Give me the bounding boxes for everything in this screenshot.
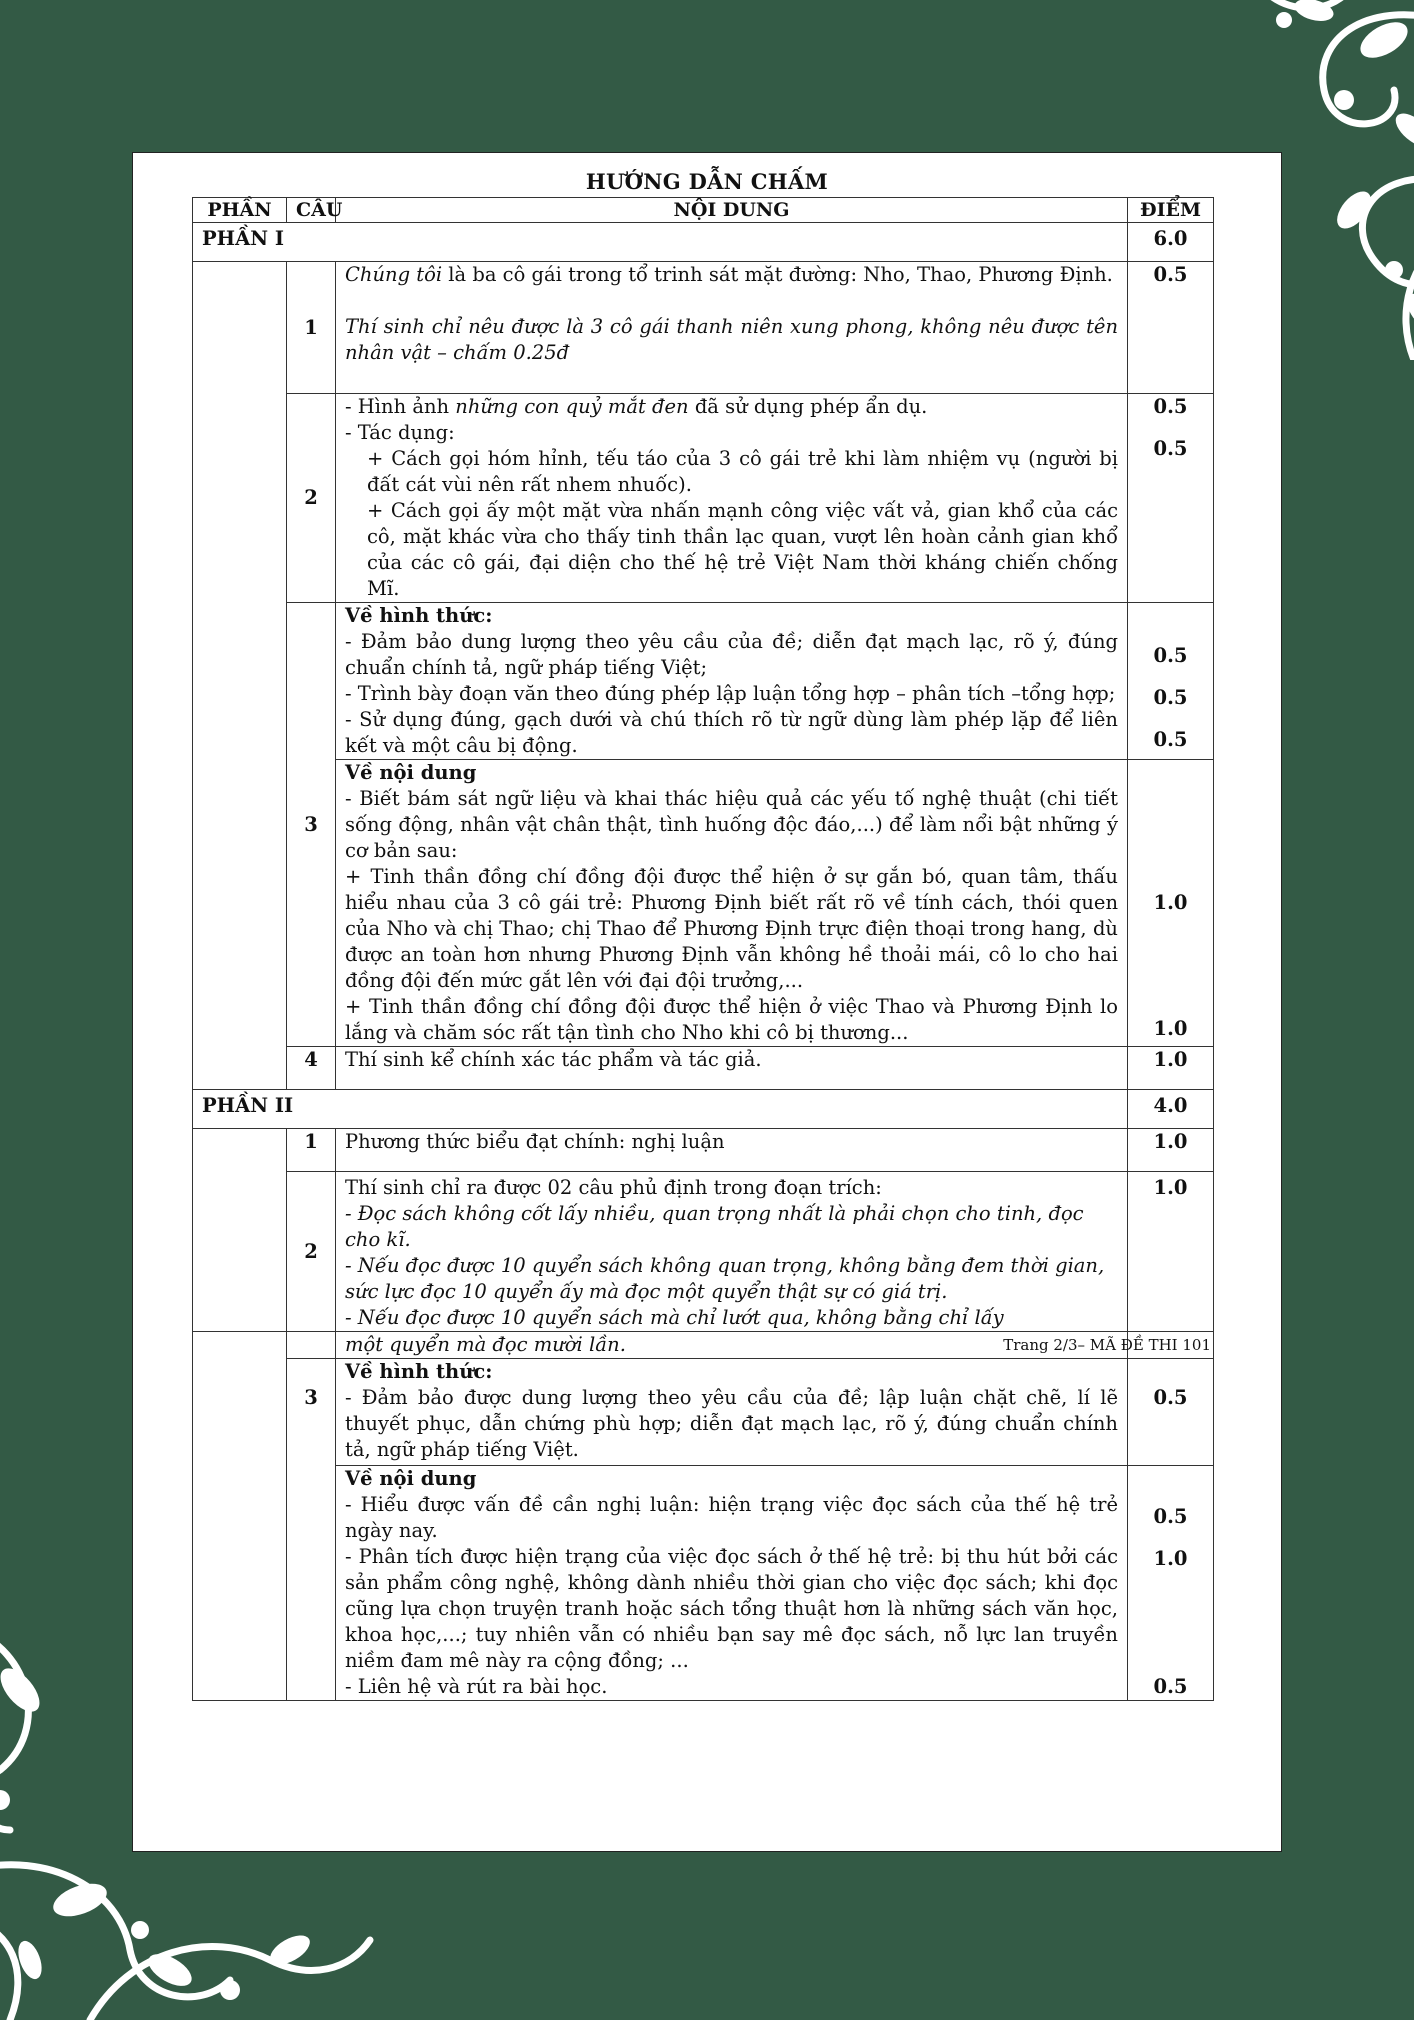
answer-subhead: Về hình thức: xyxy=(345,604,493,627)
score-value: 1.0 xyxy=(1153,1017,1188,1040)
answer-text: những con quỷ mắt đen xyxy=(455,395,689,418)
section-label-part2: PHẦN II xyxy=(193,1090,1128,1129)
question-content xyxy=(336,603,1128,760)
header-phan: PHẦN xyxy=(193,198,287,223)
score-value: 1.0 xyxy=(1153,891,1188,914)
header-diem: ĐIỂM xyxy=(1128,198,1214,223)
question-content xyxy=(336,1172,1128,1332)
answer-text: + Cách gọi ấy một mặt vừa nhấn mạnh công việc vất vả, gian khổ của các cô, mặt khác vừa cho thấy tinh thần lạc quan, vượt lên hoàn cảnh gian khổ của các cô gái, đại diện cho thế hệ trẻ Việt Nam thời kháng chiến chống Mĩ. xyxy=(367,499,1118,600)
answer-text: là ba cô gái trong tổ trinh sát mặt đường: Nho, Thao, Phương Định. xyxy=(442,263,1113,286)
question-number: 4 xyxy=(287,1047,336,1090)
score-value: 0.5 xyxy=(1153,1386,1188,1409)
question-content xyxy=(336,1332,1211,1359)
score-value: 1.0 xyxy=(1153,1547,1188,1570)
table-row xyxy=(193,1172,1214,1332)
answer-text: - Đảm bảo dung lượng theo yêu cầu của đề; diễn đạt mạch lạc, rõ ý, đúng chuẩn chính tả, ngữ pháp tiếng Việt; xyxy=(345,630,1118,679)
answer-text: - Sử dụng đúng, gạch dưới và chú thích rõ từ ngữ dùng làm phép lặp để liên kết và một câu bị động. xyxy=(345,708,1118,757)
answer-text: - Nếu đọc được 10 quyển sách mà chỉ lướt qua, không bằng chỉ lấy xyxy=(345,1306,1004,1329)
answer-text: đã sử dụng phép ẩn dụ. xyxy=(688,395,928,418)
score-cell: 1.0 xyxy=(1128,1172,1214,1332)
phan-cell-blank xyxy=(193,262,287,1090)
answer-subhead: Về nội dung xyxy=(345,761,477,784)
table-row xyxy=(193,1129,1214,1172)
header-noidung: NỘI DUNG xyxy=(336,198,1128,223)
answer-text: Thí sinh chỉ nêu được là 3 cô gái thanh niên xung phong, không nêu được tên nhân vật – chấm 0.25đ xyxy=(345,315,1118,364)
score-value: 0.5 xyxy=(1153,644,1188,667)
question-number: 1 xyxy=(287,262,336,394)
table-row xyxy=(193,262,1214,394)
answer-text: + Tinh thần đồng chí đồng đội được thể hiện ở sự gắn bó, quan tâm, thấu hiểu nhau của 3 cô gái trẻ: Phương Định biết rất rõ về tính cách, thói quen của Nho và chị Thao; chị Thao để Phương Định trực điện thoại trong hang, dù được an toàn hơn nhưng Phương Định vẫn không hề thoải mái, cô lo cho hai đồng đội đến mức gắt lên với đại đội trưởng,... xyxy=(345,865,1118,992)
section-score-part1: 6.0 xyxy=(1128,223,1214,262)
question-content: Phương thức biểu đạt chính: nghị luận xyxy=(336,1129,1128,1172)
table-row-continued xyxy=(193,1332,1214,1359)
question-number: 1 xyxy=(287,1129,336,1172)
table-header-row xyxy=(193,198,1214,223)
answer-text: - Liên hệ và rút ra bài học. xyxy=(345,1675,608,1698)
score-value: 0.5 xyxy=(1153,395,1188,418)
table-row xyxy=(193,394,1214,603)
answer-text: - Phân tích được hiện trạng của việc đọc sách ở thế hệ trẻ: bị thu hút bởi các sản phẩm công nghệ, không dành nhiều thời gian cho việc đọc sách; khi đọc cũng lựa chọn truyện tranh hoặc sách tổng thuật hơn là những sách văn học, khoa học,...; tuy nhiên vẫn có nhiều bạn say mê đọc sách, nỗ lực lan truyền niềm đam mê này ra cộng đồng; ... xyxy=(345,1545,1118,1672)
score-cell: 1.0 xyxy=(1128,1047,1214,1090)
phan-cell-blank xyxy=(193,1129,287,1332)
section-label-part1: PHẦN I xyxy=(193,223,1128,262)
score-cell xyxy=(1128,760,1214,1047)
table-row xyxy=(193,1359,1214,1466)
score-value: 0.5 xyxy=(1153,1505,1188,1528)
section-score-part2: 4.0 xyxy=(1128,1090,1214,1129)
answer-text: - Tác dụng: xyxy=(345,421,455,444)
answer-text: + Tinh thần đồng chí đồng đội được thể hiện ở việc Thao và Phương Định lo lắng và chăm sóc rất tận tình cho Nho khi cô bị thương... xyxy=(345,995,1118,1044)
answer-text: một quyển mà đọc mười lần. xyxy=(345,1333,626,1356)
score-cell: 0.5 xyxy=(1128,262,1214,394)
phan-cell-blank xyxy=(193,1332,287,1701)
table-row xyxy=(193,603,1214,760)
answer-text: - Đảm bảo được dung lượng theo yêu cầu của đề; lập luận chặt chẽ, lí lẽ thuyết phục, dẫn chứng phù hợp; diễn đạt mạch lạc, rõ ý, đúng chuẩn chính tả, ngữ pháp tiếng Việt. xyxy=(345,1386,1118,1461)
question-number: 3 xyxy=(287,1359,336,1701)
answer-key-page xyxy=(132,152,1282,1852)
score-cell: 1.0 xyxy=(1128,1129,1214,1172)
table-row xyxy=(193,1466,1214,1701)
answer-text: - Biết bám sát ngữ liệu và khai thác hiệu quả các yếu tố nghệ thuật (chi tiết sống động, nhân vật chân thật, tình huống độc đáo,...) để làm nổi bật những ý cơ bản sau: xyxy=(345,787,1118,862)
score-value: 0.5 xyxy=(1153,437,1188,460)
score-value: 0.5 xyxy=(1153,728,1188,751)
question-content xyxy=(336,1466,1128,1701)
score-value: 0.5 xyxy=(1153,1675,1188,1698)
question-number: 2 xyxy=(287,394,336,603)
score-value: 0.5 xyxy=(1153,686,1188,709)
question-content xyxy=(336,394,1128,603)
page-title: HƯỚNG DẪN CHẤM xyxy=(585,169,829,194)
answer-text: - Trình bày đoạn văn theo đúng phép lập luận tổng hợp – phân tích –tổng hợp; xyxy=(345,682,1116,705)
answer-text: - Đọc sách không cốt lấy nhiều, quan trọng nhất là phải chọn cho tinh, đọc cho kĩ. xyxy=(345,1202,1084,1251)
table-row xyxy=(193,760,1214,1047)
question-number: 2 xyxy=(287,1172,336,1332)
answer-text: Chúng tôi xyxy=(345,263,443,286)
section-row-part2 xyxy=(193,1090,1214,1129)
answer-text: - Hình ảnh xyxy=(345,395,456,418)
question-content xyxy=(336,1359,1128,1466)
page-footer: Trang 2/3– MÃ ĐỀ THI 101 xyxy=(1003,1336,1211,1354)
grading-table xyxy=(192,197,1214,1701)
answer-text: - Nếu đọc được 10 quyển sách không quan trọng, không bằng đem thời gian, sức lực đọc 10 quyển ấy mà đọc một quyển thật sự có giá trị. xyxy=(345,1254,1105,1303)
answer-subhead: Về nội dung xyxy=(345,1467,477,1490)
header-cau: CÂU xyxy=(287,198,336,223)
cau-cell-blank xyxy=(287,1332,336,1359)
question-content xyxy=(336,760,1128,1047)
answer-text: + Cách gọi hóm hỉnh, tếu táo của 3 cô gái trẻ khi làm nhiệm vụ (người bị đất cát vùi nên rất nhem nhuốc). xyxy=(367,447,1118,496)
score-cell xyxy=(1128,394,1214,603)
answer-text: Thí sinh chỉ ra được 02 câu phủ định trong đoạn trích: xyxy=(345,1176,882,1199)
score-cell xyxy=(1128,603,1214,760)
score-cell xyxy=(1128,1466,1214,1701)
question-content: Thí sinh kể chính xác tác phẩm và tác giả. xyxy=(336,1047,1128,1090)
score-cell xyxy=(1128,1359,1214,1466)
table-row xyxy=(193,1047,1214,1090)
question-content xyxy=(336,262,1128,394)
question-number: 3 xyxy=(287,603,336,1047)
answer-text: - Hiểu được vấn đề cần nghị luận: hiện trạng việc đọc sách của thế hệ trẻ ngày nay. xyxy=(345,1493,1118,1542)
answer-subhead: Về hình thức: xyxy=(345,1360,493,1383)
section-row-part1 xyxy=(193,223,1214,262)
